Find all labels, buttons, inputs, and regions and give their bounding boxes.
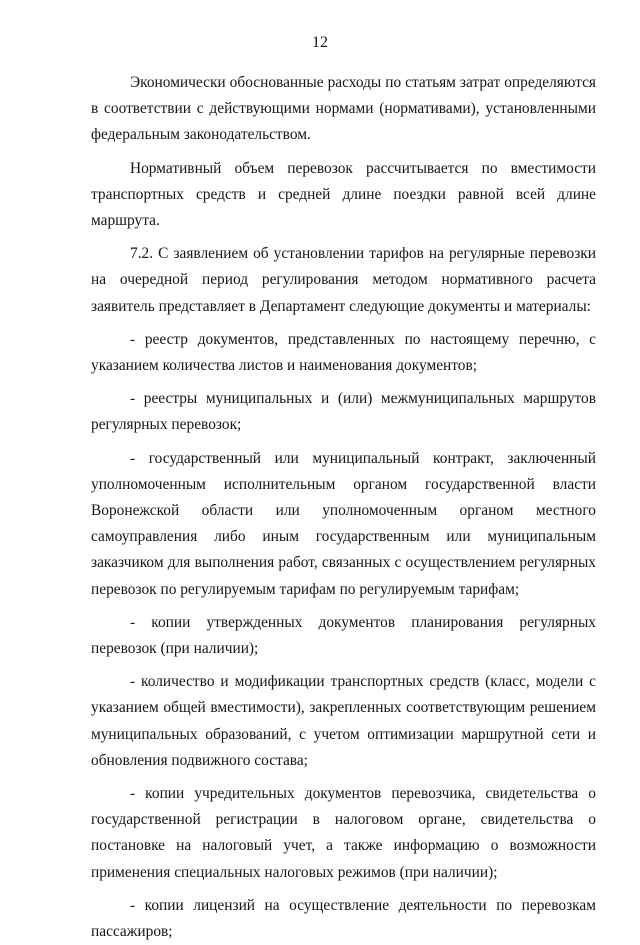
paragraph-normative-volume: Нормативный объем перевозок рассчитывается по вместимости транспортных средств и средней длине поездки равной всей длине маршрута.: [91, 159, 596, 230]
page-number: 12: [312, 34, 328, 51]
list-item-planning-documents: - копии утвержденных документов планирования регулярных перевозок (при наличии);: [91, 613, 596, 658]
list-item-founding-documents: - копии учредительных документов перевозчика, свидетельства о государственной регистрации в налоговом органе, свидетельства о постановке на налоговый учет, а также информацию о возможности применения специальных налоговых режимов (при наличии);: [91, 785, 596, 881]
list-item-contract: - государственный или муниципальный контракт, заключенный уполномоченным исполнительным органом государственной власти Воронежской области или уполномоченным органом местного самоуправления либо иным государственным или муниципальным заказчиком для выполнения работ, связанных с осуществлением регулярных перевозок по регулируемым тарифам по регулируемым тарифам;: [91, 449, 596, 598]
list-item-vehicles: - количество и модификации транспортных средств (класс, модели с указанием общей вместимости), закрепленных соответствующим решением муниципальных образований, с учетом оптимизации маршрутной сети и обновления подвижного состава;: [91, 673, 596, 769]
paragraph-economic-costs: Экономически обоснованные расходы по статьям затрат определяются в соответствии с действующими нормами (нормативами), установленными федеральным законодательством.: [91, 74, 596, 144]
list-item-route-registries: - реестры муниципальных и (или) межмуниципальных маршрутов регулярных перевозок;: [91, 390, 596, 434]
list-item-document-registry: - реестр документов, представленных по настоящему перечню, с указанием количества листов и наименования документов;: [91, 330, 596, 375]
paragraph-7-2-application: 7.2. С заявлением об установлении тарифов на регулярные перевозки на очередной период регулирования методом нормативного расчета заявитель представляет в Департамент следующие документы и материалы:: [91, 245, 596, 315]
document-body: [91, 70, 596, 945]
list-item-licenses: - копии лицензий на осуществление деятельности по перевозкам пассажиров;: [91, 896, 596, 941]
